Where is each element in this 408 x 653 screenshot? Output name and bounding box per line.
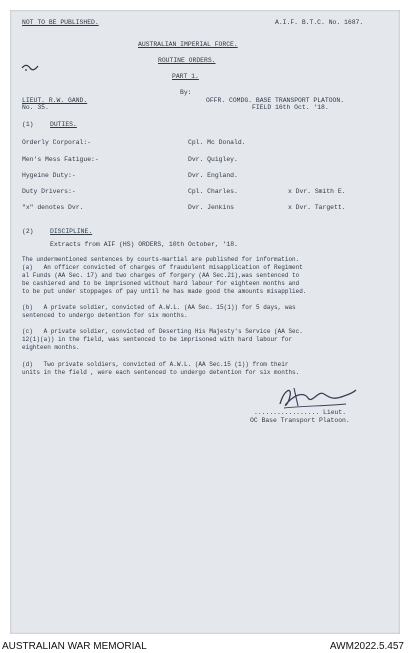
sentence-line: al Funds (AA Sec. 17) and two charges of forgery (AA Sec.21),was sentenced to [22,272,300,279]
sentence-line: to be put under stoppages of pay until he has made good the amounts misapplied. [22,288,307,295]
archive-footer [0,638,408,653]
orders-title: ROUTINE ORDERS. [158,57,216,64]
duty-role: Hygeine Duty:- [22,172,76,179]
duty-extra: x Dvr. Smith E. [288,188,346,195]
signature-rank: ................. Lieut. [254,409,347,416]
footer-institution: AUSTRALIAN WAR MEMORIAL [2,641,147,652]
duty-person: Dvr. Quigley. [188,156,238,163]
signature-title: OC Base Transport Platoon. [250,417,350,424]
by-label: By: [180,89,192,96]
not-published-label: NOT TO BE PUBLISHED. [22,19,99,26]
sentence-line: (b) A private soldier, convicted of A.W.L. (AA Sec. 15(1)) for 5 days, was [22,304,296,311]
footer-accession-number: AWM2022.5.457 [329,641,404,652]
extracts-line: Extracts from AIF (HS) ORDERS, 10th October, '18. [50,241,238,248]
duty-person: Dvr. England. [188,172,238,179]
duty-extra: x Dvr. Targett. [288,204,346,211]
duty-person: Cpl. Mc Donald. [188,139,246,146]
duty-role: Men's Mess Fatigue:- [22,156,99,163]
sentence-line: The undermentioned sentences by courts-martial are published for information. [22,256,300,263]
section1-title: DUTIES. [50,121,77,128]
section2-title: DISCIPLINE. [50,228,93,235]
ink-mark-icon [20,60,40,74]
sentence-line: units in the field , were each sentenced to undergo detention for six months. [22,369,300,376]
sentence-line: (c) A private soldier, convicted of Deserting His Majesty's Service (AA Sec. [22,328,303,335]
sentence-line: sentenced to undergo detention for six months. [22,312,188,319]
duty-person: Cpl. Charles. [188,188,238,195]
section1-number: (1) [22,121,34,128]
officer-name: LIEUT. R.W. GAND. [22,97,88,104]
duty-person: Dvr. Jenkins [188,204,235,211]
place-date: FIELD 16th Oct. '18. [252,104,329,111]
officer-unit: OFFR. COMDG. BASE TRANSPORT PLATOON. [206,97,345,104]
part-title: PART 1. [172,73,199,80]
sentence-line: (a) An officer convicted of charges of fraudulent misapplication of Regiment [22,264,303,271]
sentence-line: eighteen months. [22,344,80,351]
reference-number: A.I.F. B.T.C. No. 1687. [275,19,364,26]
sentence-line: (d) Two private soldiers, convicted of A.W.L. (AA Sec.15 (1)) from their [22,361,289,368]
section2-number: (2) [22,228,34,235]
sentence-line: 12(1)(a)) in the field, was sentenced to be imprisoned with hard labour for [22,336,293,343]
handwritten-signature [274,382,358,412]
duty-role: "x" denotes Dvr. [22,204,84,211]
org-title: AUSTRALIAN IMPERIAL FORCE. [138,41,238,48]
duty-role: Duty Drivers:- [22,188,76,195]
sentence-line: be cashiered and to be imprisoned without hard labour for eighteen months and [22,280,300,287]
duty-role: Orderly Corporal:- [22,139,92,146]
order-number: No. 35. [22,104,49,111]
